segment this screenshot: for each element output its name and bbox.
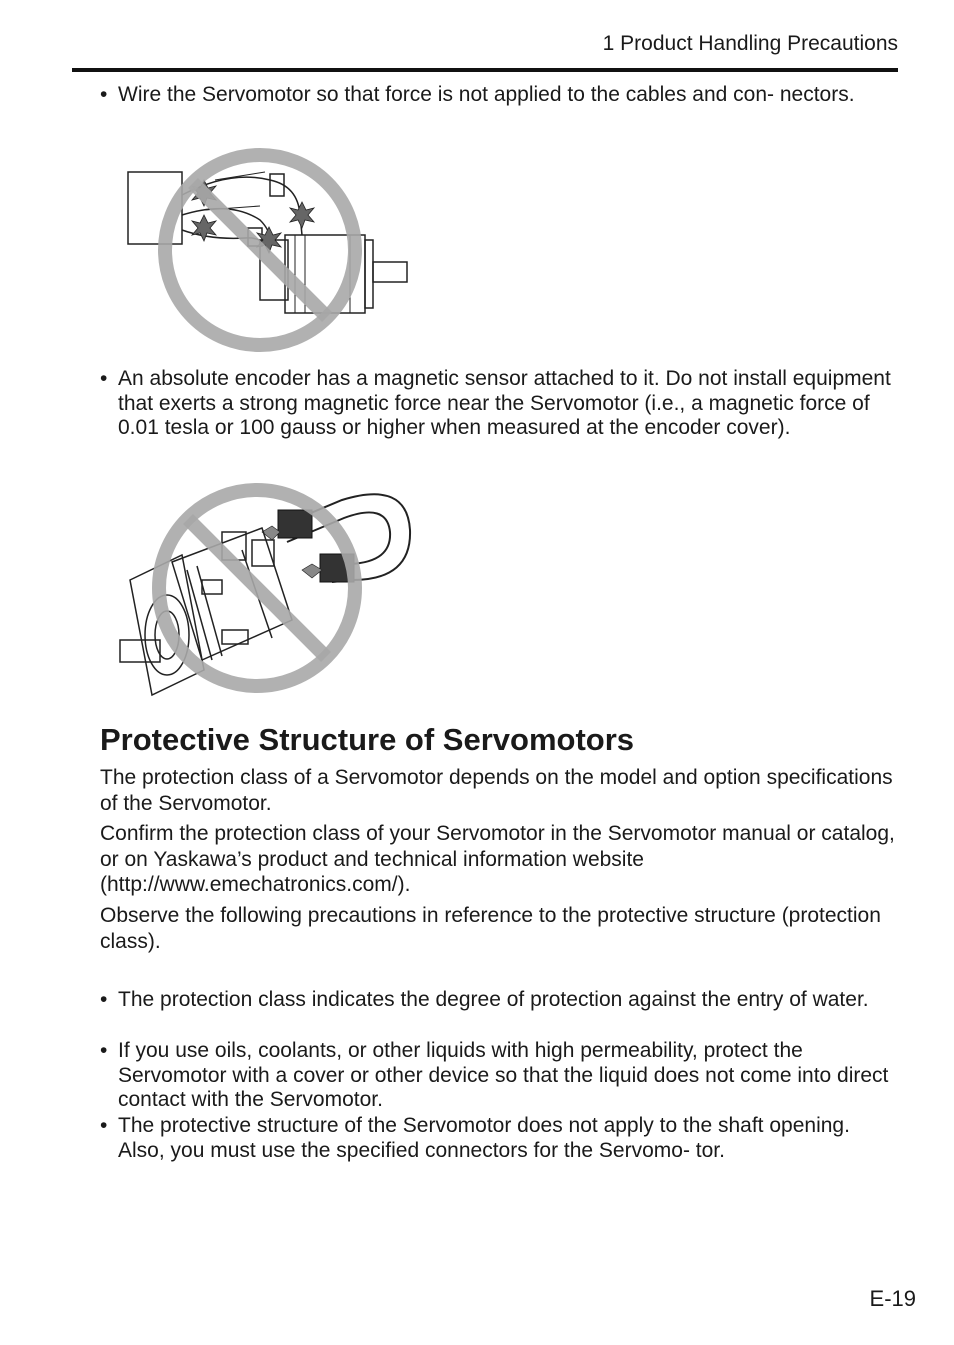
bullet-text: An absolute encoder has a magnetic sensor attached to it. Do not install equipment that exerts a strong magnetic force near the Servomotor (i.e., a magnetic force of 0.01 tesla or 100 gauss or higher when measured at the encoder cover). bbox=[118, 367, 891, 439]
bullet-dot: • bbox=[100, 83, 108, 106]
paragraph: The protection class of a Servomotor depends on the model and option specifications of the Servomotor. bbox=[100, 766, 893, 815]
bullet-dot: • bbox=[100, 1039, 108, 1062]
prohibited-magnet-icon bbox=[112, 470, 422, 710]
bullet-text: Wire the Servomotor so that force is not applied to the cables and con- nectors. bbox=[118, 83, 855, 106]
bullet-item bbox=[100, 83, 900, 108]
paragraph: Observe the following precautions in reference to the protective structure (protection class). bbox=[100, 904, 881, 953]
bullet-dot: • bbox=[100, 367, 108, 390]
prohibited-cable-force-icon bbox=[120, 140, 420, 360]
page-header bbox=[72, 30, 898, 72]
page-number: E-19 bbox=[869, 1286, 916, 1311]
chapter-title: 1 Product Handling Precautions bbox=[602, 32, 898, 55]
bullet-text: If you use oils, coolants, or other liquids with high permeability, protect the Servomotor with a cover or other device so that the liquid does not come into direct contact with the Servomotor. bbox=[118, 1039, 889, 1111]
bullet-dot: • bbox=[100, 988, 108, 1011]
bullet-item bbox=[100, 1114, 900, 1163]
bullet-item bbox=[100, 988, 900, 1013]
bullet-text: The protection class indicates the degree of protection against the entry of water. bbox=[118, 988, 869, 1011]
bullet-dot: • bbox=[100, 1114, 108, 1137]
bullet-text: The protective structure of the Servomotor does not apply to the shaft opening. Also, you must use the specified connectors for the Servomo- tor. bbox=[118, 1114, 850, 1162]
paragraph: Confirm the protection class of your Servomotor in the Servomotor manual or catalog, or on Yaskawa’s product and technical information website (http://www.emechatronics.com/). bbox=[100, 822, 895, 896]
section-heading: Protective Structure of Servomotors bbox=[100, 722, 635, 757]
bullet-item bbox=[100, 1039, 900, 1113]
bullet-item bbox=[100, 367, 900, 441]
